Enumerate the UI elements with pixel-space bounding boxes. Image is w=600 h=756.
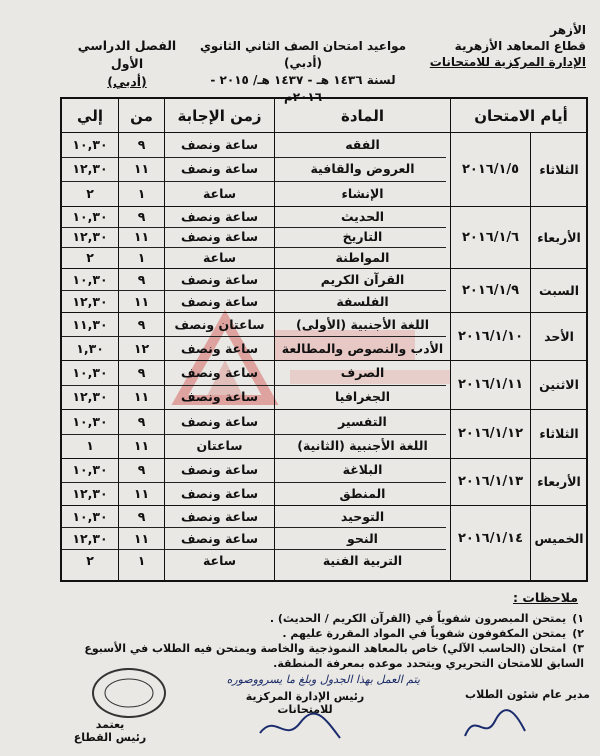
- header-to: إلي: [77, 106, 103, 125]
- term-line-1: الفصل الدراسي الأول: [77, 38, 177, 71]
- end-time-cell: ٢: [86, 552, 94, 568]
- note-number: ٢): [572, 627, 584, 640]
- end-time-cell: ١٢,٣٠: [72, 293, 108, 309]
- end-time-cell: ١٠,٣٠: [72, 413, 108, 429]
- row-divider: [62, 268, 586, 269]
- duration-cell: ساعة ونصف: [180, 340, 259, 356]
- exam-day-cell: الاثنين: [539, 377, 579, 392]
- row-divider: [62, 181, 446, 182]
- row-divider: [62, 360, 586, 361]
- notes-section: [19, 590, 584, 671]
- row-divider: [62, 505, 586, 506]
- subject-cell: الفقه: [345, 136, 380, 152]
- schedule-title-line-2: لسنة ١٤٣٦ هـ - ١٤٣٧ هـ/ ٢٠١٥ - ٢٠١٦م: [210, 73, 396, 104]
- exam-date-cell: ٢٠١٦/١/١١: [457, 377, 524, 392]
- row-divider: [62, 458, 586, 459]
- subject-cell: الحديث: [340, 208, 385, 224]
- exam-day-cell: الثلاثاء: [539, 161, 579, 177]
- signature-title: رئيس الإدارة المركزية للامتحانات: [245, 690, 365, 716]
- end-time-cell: ١٢,٣٠: [72, 161, 108, 177]
- exam-day-cell: الأحد: [544, 328, 574, 344]
- duration-cell: ساعة ونصف: [180, 508, 259, 524]
- schedule-title-line-1: مواعيد امتحان الصف الثاني الثانوي (أدبي): [199, 39, 407, 70]
- start-time-cell: ١١: [133, 293, 150, 309]
- row-divider: [62, 336, 446, 337]
- start-time-cell: ٩: [137, 271, 146, 287]
- subject-cell: التفسير: [338, 413, 387, 429]
- end-time-cell: ١٠,٣٠: [72, 208, 108, 224]
- duration-cell: ساعة: [202, 186, 237, 202]
- subject-cell: الفلسفة: [336, 293, 389, 309]
- end-time-cell: ١١,٣٠: [72, 316, 108, 332]
- note-text: يمتحن المبصرون شفوياً في (القرآن الكريم / الحديث) .: [269, 612, 567, 625]
- subject-cell: الأدب والنصوص والمطالعة: [281, 340, 444, 356]
- start-time-cell: ١١: [133, 530, 150, 546]
- subject-cell: الجغرافيا: [334, 389, 391, 405]
- header-duration: زمن الإجابة: [177, 106, 262, 125]
- signature-scribble: [460, 706, 530, 746]
- subject-cell: البلاغة: [342, 462, 383, 478]
- stamp-icon: [94, 670, 164, 716]
- start-time-cell: ٩: [137, 364, 146, 380]
- note-number: ٣): [572, 642, 584, 655]
- start-time-cell: ١: [137, 186, 146, 202]
- end-time-cell: ١٠,٣٠: [72, 462, 108, 478]
- note-text: يمتحن المكفوفون شفوياً في المواد المقررة عليهم .: [282, 627, 567, 640]
- exam-day-cell: الخميس: [534, 530, 584, 546]
- row-divider: [62, 157, 446, 158]
- start-time-cell: ٩: [137, 462, 146, 478]
- duration-cell: ساعة ونصف: [180, 530, 259, 546]
- duration-cell: ساعة ونصف: [180, 485, 259, 501]
- exam-date-cell: ٢٠١٦/١/١٠: [457, 328, 524, 344]
- start-time-cell: ١١: [133, 229, 150, 245]
- duration-cell: ساعتان ونصف: [174, 316, 265, 332]
- issuer-line-1: الأزهر: [550, 23, 586, 37]
- schedule-title: [190, 38, 416, 106]
- end-time-cell: ٢: [86, 186, 94, 202]
- subject-cell: اللغة الأجنبية (الأولى): [295, 316, 430, 332]
- signature-central-admin: [230, 690, 380, 716]
- end-time-cell: ١٠,٣٠: [72, 508, 108, 524]
- subject-cell: المنطق: [339, 485, 386, 501]
- duration-cell: ساعة: [202, 552, 237, 568]
- official-stamp: [92, 668, 166, 718]
- exam-day-cell: السبت: [538, 282, 580, 298]
- end-time-cell: ١٠,٣٠: [72, 364, 108, 380]
- end-time-cell: ١: [86, 438, 94, 454]
- duration-cell: ساعتان: [196, 438, 243, 454]
- issuer-line-3: الإدارة المركزية للامتحانات: [429, 55, 586, 69]
- end-time-cell: ١٠,٣٠: [72, 136, 108, 152]
- header-subject: المادة: [341, 106, 385, 125]
- signature-student-affairs: [400, 688, 590, 701]
- subject-cell: الصرف: [340, 364, 385, 380]
- duration-cell: ساعة ونصف: [180, 208, 259, 224]
- duration-cell: ساعة ونصف: [180, 462, 259, 478]
- row-divider: [62, 247, 446, 248]
- signature-scribble: [255, 708, 345, 748]
- duration-cell: ساعة ونصف: [180, 136, 259, 152]
- duration-cell: ساعة ونصف: [180, 413, 259, 429]
- header-days: أيام الامتحان: [474, 106, 568, 125]
- issuer-header: [406, 22, 586, 70]
- note-item: [19, 611, 584, 626]
- exam-date-cell: ٢٠١٦/١/٩: [461, 282, 520, 298]
- end-time-cell: ١٢,٣٠: [72, 485, 108, 501]
- exam-date-cell: ٢٠١٦/١/٦: [461, 229, 520, 245]
- subject-cell: المواطنة: [335, 250, 390, 266]
- start-time-cell: ١٢: [133, 340, 150, 356]
- start-time-cell: ١١: [133, 161, 150, 177]
- subject-cell: اللغة الأجنبية (الثانية): [297, 438, 428, 454]
- duration-cell: ساعة ونصف: [180, 293, 259, 309]
- start-time-cell: ٩: [137, 136, 146, 152]
- note-text: امتحان (الحاسب الآلي) خاص بالمعاهد النموذجية والخاصة ويمتحن فيه الطلاب في الأسبوع السابق للامتحان التحريري ويتحدد موعده بمعرفة المنطقة.: [84, 642, 584, 670]
- exam-date-cell: ٢٠١٦/١/١٢: [457, 426, 524, 441]
- issuer-line-2: قطاع المعاهد الأزهرية: [454, 39, 586, 53]
- row-divider: [62, 434, 446, 435]
- subject-cell: التاريخ: [342, 229, 383, 245]
- row-divider: [62, 549, 446, 550]
- duration-cell: ساعة ونصف: [180, 229, 259, 245]
- end-time-cell: ١,٣٠: [76, 340, 104, 356]
- schedule-table: [60, 97, 588, 582]
- end-time-cell: ١٠,٣٠: [72, 271, 108, 287]
- row-divider: [62, 312, 586, 313]
- row-divider: [62, 290, 446, 291]
- duration-cell: ساعة: [202, 250, 237, 266]
- start-time-cell: ١١: [133, 389, 150, 405]
- row-divider: [62, 409, 586, 410]
- duration-cell: ساعة ونصف: [180, 389, 259, 405]
- note-number: ١): [572, 612, 584, 625]
- exam-date-cell: ٢٠١٦/١/٥: [461, 161, 520, 177]
- row-divider: [62, 227, 446, 228]
- row-divider: [62, 482, 446, 483]
- handwritten-approval: يتم العمل بهذا الجدول وبلغ ما يسرووصوره: [226, 673, 420, 686]
- start-time-cell: ٩: [137, 508, 146, 524]
- exam-date-cell: ٢٠١٦/١/١٣: [457, 474, 524, 489]
- exam-day-cell: الأربعاء: [537, 474, 581, 489]
- subject-cell: النحو: [347, 530, 378, 546]
- start-time-cell: ٩: [137, 208, 146, 224]
- duration-cell: ساعة ونصف: [180, 271, 259, 287]
- start-time-cell: ١١: [133, 485, 150, 501]
- signature-sector-head: [55, 718, 165, 744]
- end-time-cell: ٢: [86, 250, 94, 266]
- signature-approve: يعتمد: [95, 718, 125, 731]
- subject-cell: التربية الفنية: [322, 552, 403, 568]
- end-time-cell: ١٢,٣٠: [72, 530, 108, 546]
- header-from: من: [130, 106, 153, 125]
- notes-title: ملاحظات :: [512, 590, 578, 605]
- note-item: [19, 626, 584, 641]
- note-item: [64, 641, 584, 671]
- row-divider: [62, 385, 446, 386]
- end-time-cell: ١٢,٣٠: [72, 389, 108, 405]
- start-time-cell: ٩: [137, 316, 146, 332]
- duration-cell: ساعة ونصف: [180, 161, 259, 177]
- signature-title: مدير عام شئون الطلاب: [465, 688, 590, 701]
- end-time-cell: ١٢,٣٠: [72, 229, 108, 245]
- row-divider: [62, 206, 586, 207]
- subject-cell: العروض والقافية: [310, 161, 415, 177]
- exam-day-cell: الثلاثاء: [539, 426, 579, 441]
- term-label: [62, 37, 192, 91]
- start-time-cell: ١: [137, 250, 146, 266]
- exam-day-cell: الأربعاء: [537, 229, 581, 245]
- subject-cell: التوحيد: [340, 508, 385, 524]
- row-divider: [62, 527, 446, 528]
- signature-title: رئيس القطاع: [73, 731, 147, 744]
- start-time-cell: ١: [137, 552, 146, 568]
- start-time-cell: ١١: [133, 438, 150, 454]
- exam-date-cell: ٢٠١٦/١/١٤: [457, 530, 524, 546]
- term-line-2: (أدبي): [107, 74, 147, 89]
- duration-cell: ساعة ونصف: [180, 364, 259, 380]
- start-time-cell: ٩: [137, 413, 146, 429]
- subject-cell: الإنشاء: [341, 186, 384, 202]
- row-divider: [62, 132, 586, 133]
- subject-cell: القرآن الكريم: [320, 271, 405, 287]
